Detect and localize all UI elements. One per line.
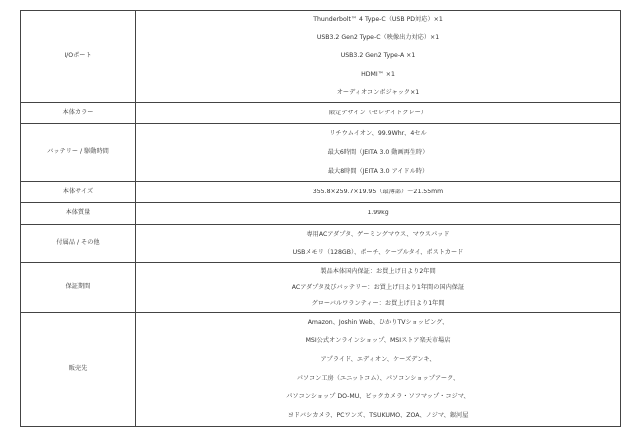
value-line: USB3.2 Gen2 Type-A ×1: [340, 52, 416, 60]
value-line: 最大8時間（JEITA 3.0 アイドル時）: [327, 168, 429, 176]
row-value: [136, 263, 621, 313]
row-label: 本体カラー: [21, 103, 136, 124]
value-line: オーディオコンボジャック×1: [336, 88, 420, 96]
value-line: Amazon、Joshin Web、ひかりTVショッピング、: [307, 318, 449, 326]
row-label: 付属品 / その他: [21, 225, 136, 263]
value-line: Thunderbolt™ 4 Type-C（USB PD対応）×1: [313, 16, 443, 23]
row-value: [136, 313, 621, 427]
value-line: グローバルワランティー：お買上げ日より1年間: [311, 299, 445, 307]
value-line: ACアダプタ及びバッテリー：お買上げ日より1年間の国内保証: [291, 283, 465, 291]
spec-row-io-ports: [21, 11, 621, 103]
row-label: 保証期間: [21, 263, 136, 313]
row-value: [136, 225, 621, 263]
row-label: I/Oポート: [21, 11, 136, 103]
spec-row-battery: [21, 124, 621, 182]
value-line: 最大6時間（JEITA 3.0 動画再生時）: [327, 149, 429, 157]
value-line: 専用ACアダプタ、ゲーミングマウス、マウスパッド: [306, 230, 450, 238]
row-value: [136, 182, 621, 203]
spec-row-warranty: [21, 263, 621, 313]
row-value: [136, 124, 621, 182]
value-line: HDMI™ ×1: [361, 70, 395, 78]
spec-row-size: [21, 182, 621, 203]
row-label: 本体質量: [21, 203, 136, 225]
spec-row-accessories: [21, 225, 621, 263]
row-label: 販売先: [21, 313, 136, 427]
value-line: アプライド、エディオン、ケーズデンキ、: [320, 355, 436, 363]
row-label: バッテリー / 駆動時間: [21, 124, 136, 182]
value-line: リチウムイオン、99.9Whr、4セル: [329, 130, 427, 138]
spec-row-weight: [21, 203, 621, 225]
value-line: 355.8×259.7×19.95（最薄部）～21.55mm: [312, 188, 444, 195]
value-line: USBメモリ（128GB）、ポーチ、ケーブルタイ、ポストカード: [292, 248, 464, 256]
value-line: 製品本体国内保証：お買上げ日より2年間: [320, 267, 436, 275]
value-line: ヨドバシカメラ、PCワンズ、TSUKUMO、ZOA、ノジマ、銀河屋: [287, 411, 469, 419]
spec-table: [20, 10, 621, 427]
row-label: 本体サイズ: [21, 182, 136, 203]
row-value: [136, 103, 621, 124]
spec-row-retailers: [21, 313, 621, 427]
value-line: パソコン工房（ユニットコム）、パソコンショップアーク、: [296, 374, 460, 382]
value-line: USB3.2 Gen2 Type-C（映像出力対応）×1: [316, 34, 440, 42]
value-line: 限定デザイン（セレナイトグレー）: [328, 109, 427, 116]
row-value: [136, 11, 621, 103]
spec-row-color: [21, 103, 621, 124]
row-value: [136, 203, 621, 225]
value-line: 1.99kg: [367, 210, 389, 217]
value-line: MSI公式オンラインショップ、MSIストア楽天市場店: [305, 337, 451, 345]
value-line: パソコンショップ DO-MU、ビックカメラ・ソフマップ・コジマ、: [286, 393, 470, 401]
